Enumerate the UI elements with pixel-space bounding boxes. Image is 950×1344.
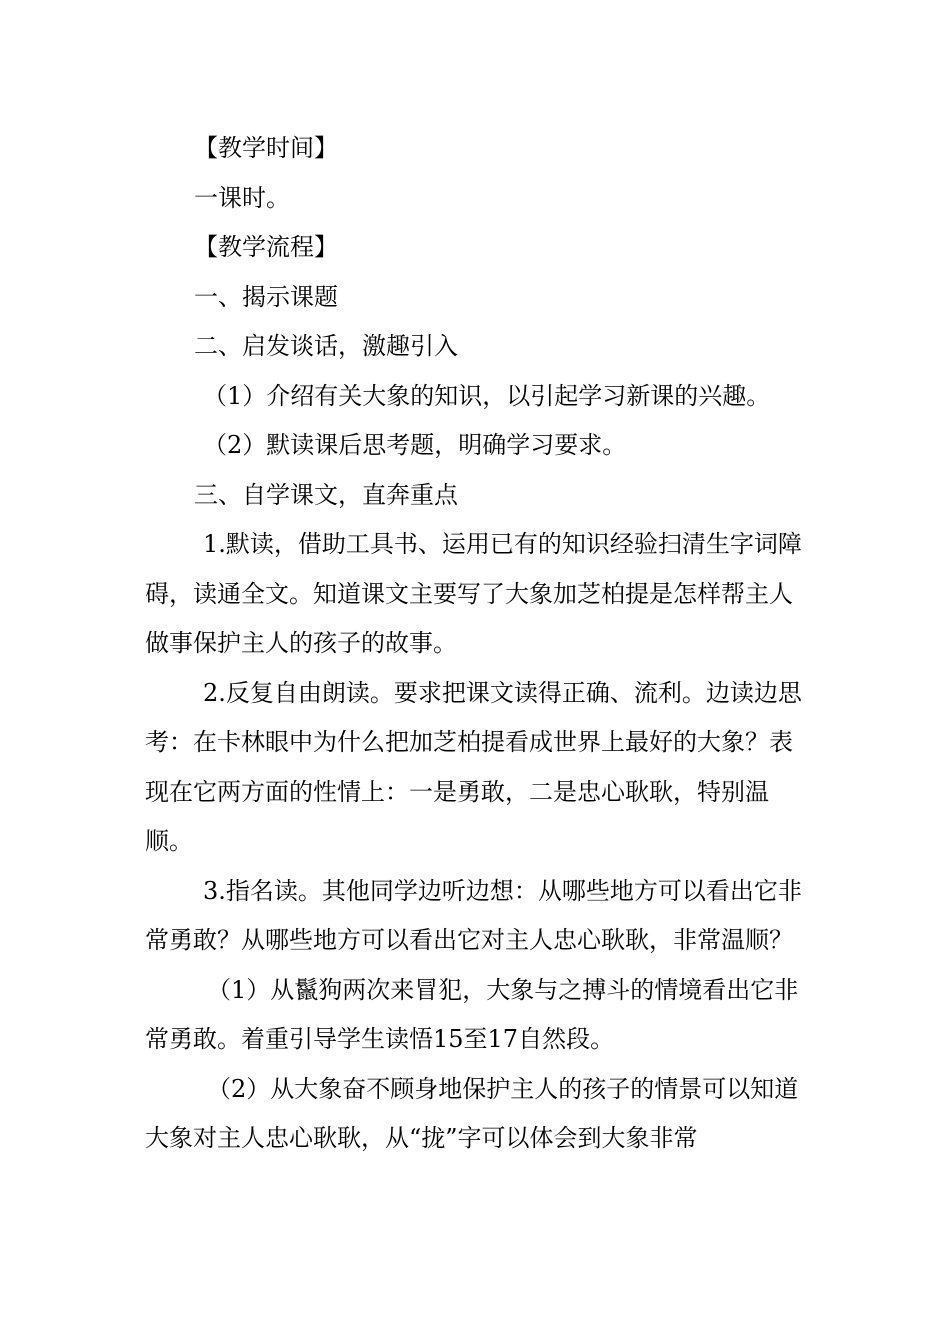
list-item-silent-reading: （2）默读课后思考题，明确学习要求。 xyxy=(203,431,627,459)
step-heading-introduction: 二、启发谈话，激趣引入 xyxy=(194,332,458,360)
paragraph-point-2: 2.反复自由朗读。要求把课文读得正确、流利。边读边思考：在卡林眼中为什么把加芝柏提看成世界上最好的大象？表现在它两方面的性情上：一是勇敢，二是忠心耿耿，特别温顺。 xyxy=(145,678,802,855)
section-heading-teaching-time: 【教学时间】 xyxy=(194,134,338,162)
document-body xyxy=(145,124,810,1164)
paragraph-point-3: 3.指名读。其他同学边听边想：从哪些地方可以看出它非常勇敢？从哪些地方可以看出它对主人忠心耿耿，非常温顺？ xyxy=(145,876,802,954)
list-item-loyal: （2）从大象奋不顾身地保护主人的孩子的情景可以知道大象对主人忠心耿耿，从“拢”字可以体会到大象非常 xyxy=(145,1074,799,1152)
paragraph-one-lesson: 一课时。 xyxy=(194,183,290,212)
paragraph-point-1: 1.默读，借助工具书、运用已有的知识经验扫清生字词障碍，读通全文。知道课文主要写了大象加芝柏提是怎样帮主人做事保护主人的孩子的故事。 xyxy=(145,530,802,657)
section-heading-teaching-process: 【教学流程】 xyxy=(194,233,338,261)
list-item-elephant-knowledge: （1）介绍有关大象的知识，以引起学习新课的兴趣。 xyxy=(203,381,771,410)
step-heading-reveal-topic: 一、揭示课题 xyxy=(194,282,338,311)
step-heading-self-study: 三、自学课文，直奔重点 xyxy=(194,480,458,509)
list-item-brave: （1）从鬣狗两次来冒犯，大象与之搏斗的情境看出它非常勇敢。着重引导学生读悟15至17自然段。 xyxy=(145,975,799,1053)
